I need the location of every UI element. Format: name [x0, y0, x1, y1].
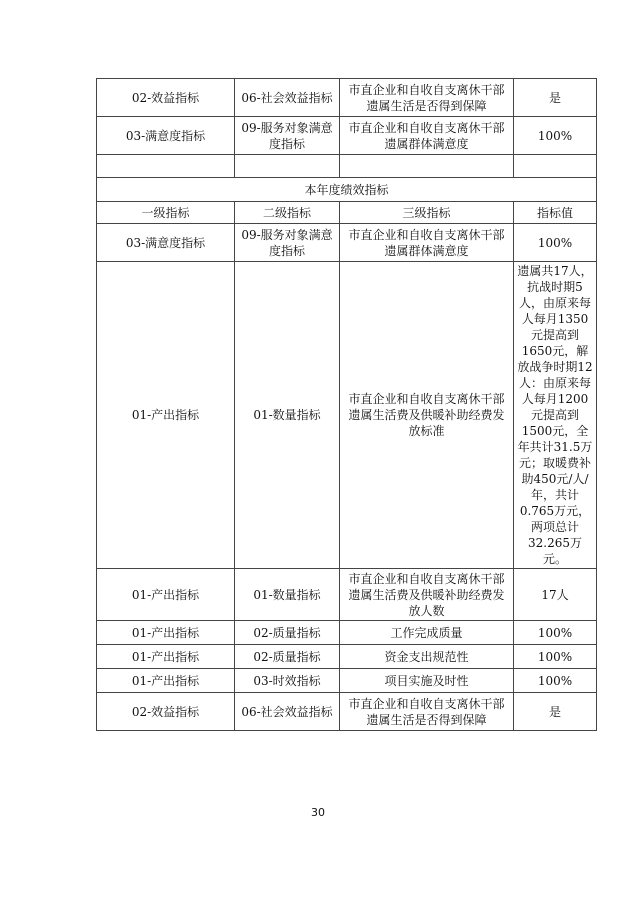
- value-cell: 100%: [514, 117, 597, 155]
- section-title-row: [97, 178, 597, 202]
- value-cell: 100%: [514, 621, 597, 645]
- table-row: [97, 669, 597, 693]
- value-cell: 17人: [514, 569, 597, 621]
- page-number: 30: [311, 806, 325, 819]
- level1-cell: 03-满意度指标: [97, 224, 235, 262]
- level3-cell: 市直企业和自收自支离休干部遗属生活是否得到保障: [340, 79, 514, 117]
- level2-cell: 01-数量指标: [235, 262, 340, 569]
- table-row: [97, 569, 597, 621]
- header-row: [97, 202, 597, 224]
- level3-cell: 工作完成质量: [340, 621, 514, 645]
- empty-row: [97, 155, 597, 178]
- level3-cell: 市直企业和自收自支离休干部遗属生活费及供暖补助经费发放人数: [340, 569, 514, 621]
- empty-cell: [235, 155, 340, 178]
- empty-cell: [97, 155, 235, 178]
- level3-cell: 市直企业和自收自支离休干部遗属群体满意度: [340, 117, 514, 155]
- table-row: [97, 693, 597, 731]
- header-level2: 二级指标: [235, 202, 340, 224]
- table-row: [97, 224, 597, 262]
- level1-cell: 01-产出指标: [97, 669, 235, 693]
- level3-cell: 资金支出规范性: [340, 645, 514, 669]
- level2-cell: 03-时效指标: [235, 669, 340, 693]
- empty-cell: [340, 155, 514, 178]
- level2-cell: 09-服务对象满意度指标: [235, 224, 340, 262]
- level3-cell: 市直企业和自收自支离休干部遗属生活是否得到保障: [340, 693, 514, 731]
- table-row: [97, 262, 597, 569]
- level1-cell: 03-满意度指标: [97, 117, 235, 155]
- value-cell: 是: [514, 79, 597, 117]
- section-title: 本年度绩效指标: [97, 178, 597, 202]
- level1-cell: 02-效益指标: [97, 693, 235, 731]
- level2-cell: 09-服务对象满意度指标: [235, 117, 340, 155]
- value-cell: 100%: [514, 669, 597, 693]
- empty-cell: [514, 155, 597, 178]
- level2-cell: 02-质量指标: [235, 621, 340, 645]
- level2-cell: 02-质量指标: [235, 645, 340, 669]
- table-row: [97, 117, 597, 155]
- level1-cell: 01-产出指标: [97, 262, 235, 569]
- header-level3: 三级指标: [340, 202, 514, 224]
- table-row: [97, 645, 597, 669]
- level1-cell: 02-效益指标: [97, 79, 235, 117]
- level3-cell: 市直企业和自收自支离休干部遗属生活费及供暖补助经费发放标准: [340, 262, 514, 569]
- level3-cell: 项目实施及时性: [340, 669, 514, 693]
- level3-cell: 市直企业和自收自支离休干部遗属群体满意度: [340, 224, 514, 262]
- table-row: [97, 79, 597, 117]
- value-cell-detail: 遗属共17人，抗战时期5人，由原来每人每月1350元提高到1650元，解放战争时期12人：由原来每人每月1200元提高到1500元，全年共计31.5万元；取暖费补助450元/人/年，共计0.765万元，两项总计32.265万元。: [514, 262, 597, 569]
- level1-cell: 01-产出指标: [97, 569, 235, 621]
- performance-indicator-table: [96, 78, 597, 731]
- level2-cell: 06-社会效益指标: [235, 693, 340, 731]
- level2-cell: 06-社会效益指标: [235, 79, 340, 117]
- level2-cell: 01-数量指标: [235, 569, 340, 621]
- level1-cell: 01-产出指标: [97, 645, 235, 669]
- level1-cell: 01-产出指标: [97, 621, 235, 645]
- header-level1: 一级指标: [97, 202, 235, 224]
- value-cell: 100%: [514, 224, 597, 262]
- value-cell: 100%: [514, 645, 597, 669]
- table-row: [97, 621, 597, 645]
- value-cell: 是: [514, 693, 597, 731]
- header-value: 指标值: [514, 202, 597, 224]
